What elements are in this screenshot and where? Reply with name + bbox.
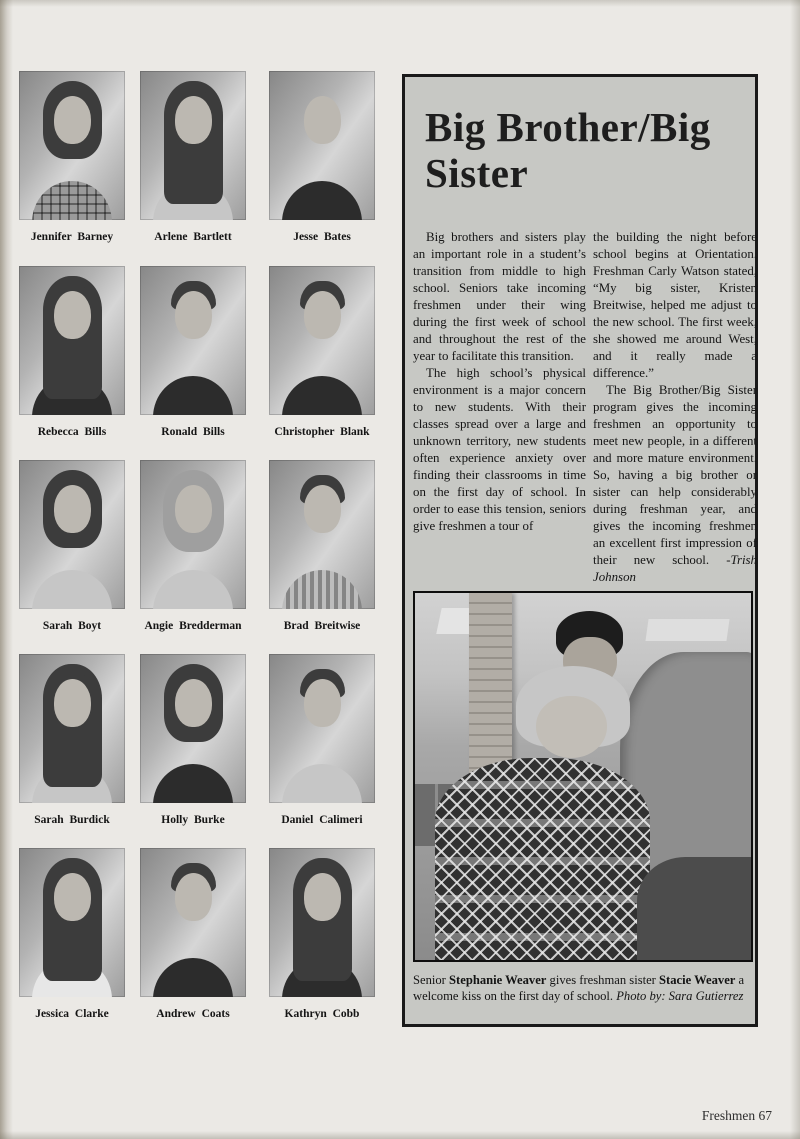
face-shape	[175, 873, 212, 921]
student-photo	[140, 71, 246, 220]
student-name: Brad Breitwise	[283, 620, 361, 632]
face-shape	[54, 873, 91, 921]
caption-text: gives freshman sister	[546, 973, 660, 987]
torso-shape	[153, 764, 234, 803]
article-column-2	[593, 229, 757, 586]
student-name: Christopher Blank	[274, 426, 370, 438]
student-cell	[19, 654, 125, 826]
face-shape	[175, 96, 212, 144]
student-name: Andrew Coats	[156, 1008, 230, 1020]
caption-text: Senior	[413, 973, 450, 987]
article-paragraph-text: The Big Brother/Big Sister program gives the incoming freshmen an opportunity to meet new people, in a different and more mature environment. So, having a big brother or sister can help considerably during freshman year, and gives the incoming freshmen an excellent first impression of their new school.	[593, 383, 757, 567]
caption-name-stephanie: Stephanie Weaver	[449, 973, 547, 987]
torso-shape	[32, 570, 113, 609]
senior-sister-body-shape	[637, 857, 753, 962]
face-shape	[304, 96, 341, 144]
article-panel	[402, 74, 758, 1027]
caption-name-stacie: Stacie Weaver	[659, 973, 736, 987]
student-name: Ronald Bills	[161, 426, 225, 438]
face-shape	[175, 485, 212, 533]
student-cell	[19, 71, 125, 243]
student-name: Sarah Burdick	[34, 814, 110, 826]
student-cell	[140, 654, 246, 826]
scan-shadow-top	[0, 0, 800, 7]
feature-photo	[413, 591, 753, 962]
ceiling-light-shape	[645, 619, 729, 641]
student-name: Rebecca Bills	[37, 426, 107, 438]
torso-shape	[32, 181, 113, 220]
student-photo	[140, 848, 246, 997]
caption-photo-credit: Photo by: Sara Gutierrez	[616, 988, 744, 1003]
scan-shadow-right	[790, 0, 800, 1139]
scan-shadow-left	[0, 0, 13, 1139]
face-shape	[54, 96, 91, 144]
student-name: Daniel Calimeri	[281, 814, 363, 826]
student-photo	[269, 654, 375, 803]
student-photo	[269, 266, 375, 415]
face-shape	[175, 679, 212, 727]
torso-shape	[153, 376, 234, 415]
student-name: Arlene Bartlett	[154, 231, 232, 243]
student-cell	[269, 71, 375, 243]
scan-shadow-bottom	[0, 1131, 800, 1139]
article-paragraph: The high school’s physical environment is a major concern to new students. With their classes spread over a large and unknown territory, new students often experience anxiety over finding their classrooms in time on the first day of school. In order to ease this tension, seniors give freshmen a tour of	[413, 366, 586, 533]
article-column-1	[413, 229, 586, 535]
student-name: Angie Bredderman	[144, 620, 242, 632]
student-cell	[19, 848, 125, 1020]
student-photo	[140, 460, 246, 609]
student-name: Sarah Boyt	[42, 620, 102, 632]
student-photo	[269, 848, 375, 997]
face-shape	[304, 485, 341, 533]
student-photo	[19, 71, 125, 220]
torso-shape	[282, 181, 363, 220]
student-cell	[269, 266, 375, 438]
student-photo	[19, 848, 125, 997]
article-paragraph: the building the night before school begins at Orientation. Freshman Carly Watson stated, “My big sister, Kristen Breitwise, helped me adjust to the new school. The first week, she showed me around West, and it really made a difference.”	[593, 230, 757, 380]
article-signature: -Trish Johnson	[593, 553, 757, 584]
article-paragraph: Big brothers and sisters play an important role in a student’s transition from middle to high school. Seniors take incoming freshmen under their wing during the first week of school and throughout the rest of the year to facilitate this transition.	[413, 230, 586, 363]
page-number: Freshmen 67	[701, 1108, 772, 1123]
student-name: Jessica Clarke	[35, 1008, 109, 1020]
student-cell	[19, 266, 125, 438]
student-name: Jennifer Barney	[30, 231, 114, 243]
face-shape	[54, 291, 91, 339]
torso-shape	[282, 376, 363, 415]
torso-shape	[153, 570, 234, 609]
article-title-line2: Sister	[425, 149, 529, 196]
article-title-line1: Big Brother/Big	[425, 104, 711, 150]
student-cell	[140, 71, 246, 243]
article-paragraph	[593, 382, 757, 586]
caption-text: a welcome kiss on the first day of school.	[413, 973, 745, 1003]
face-shape	[54, 679, 91, 727]
face-shape	[304, 873, 341, 921]
student-cell	[269, 848, 375, 1020]
student-photo	[19, 654, 125, 803]
student-cell	[269, 460, 375, 632]
student-photo	[19, 266, 125, 415]
student-photo	[269, 460, 375, 609]
torso-shape	[153, 958, 234, 997]
student-name: Jesse Bates	[293, 231, 351, 243]
torso-shape	[282, 764, 363, 803]
student-name: Kathryn Cobb	[284, 1008, 360, 1020]
face-shape	[304, 679, 341, 727]
face-shape	[175, 291, 212, 339]
student-cell	[19, 460, 125, 632]
face-shape	[54, 485, 91, 533]
student-cell	[140, 266, 246, 438]
article-title	[425, 105, 711, 197]
student-photo	[140, 654, 246, 803]
patterned-sweater-shape	[435, 758, 650, 962]
student-cell	[269, 654, 375, 826]
student-photo	[140, 266, 246, 415]
face-shape	[304, 291, 341, 339]
student-name: Holly Burke	[161, 814, 225, 826]
student-photo	[19, 460, 125, 609]
student-photo	[269, 71, 375, 220]
student-cell	[140, 460, 246, 632]
photo-caption	[413, 973, 755, 1004]
student-cell	[140, 848, 246, 1020]
freshman-face-shape	[536, 696, 607, 758]
torso-shape	[282, 570, 363, 609]
